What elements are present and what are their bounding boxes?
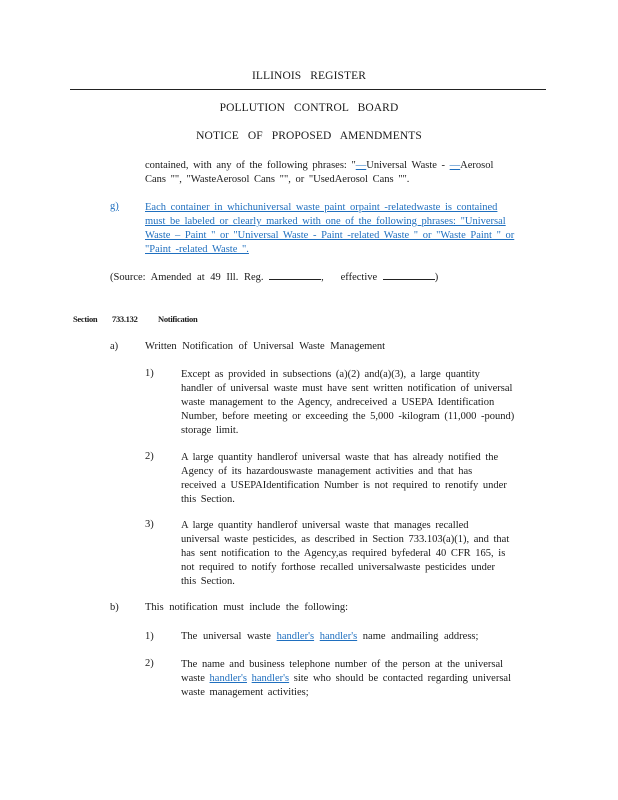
continued-paragraph: [145, 159, 525, 187]
continued-line-2: Cans "", "WasteAerosol Cans "", or "UsedAerosol Cans "".: [145, 174, 410, 185]
item-a1-text: Except as provided in subsections (a)(2) and(a)(3), a large quantity handler of universal waste must have sent written notification of universal waste management to the Agency, andreceived a USEPA Identification Number, before meeting or exceeding the 5,000 -kilogram (11,000 -pound) storage limit.: [181, 369, 515, 436]
section-number: 733.132: [112, 314, 138, 324]
item-a1-label: 1): [145, 368, 154, 379]
deleted-handlers: handler's: [276, 631, 315, 642]
inserted-handlers: handler's: [251, 673, 290, 684]
item-b1-text: The universal waste handler's handler's name andmailing address;: [181, 631, 479, 642]
subsection-b-label: b): [110, 602, 119, 613]
item-a3-label: 3): [145, 519, 154, 530]
item-a2-text: A large quantity handlerof universal waste that has already notified the Agency of its hazardouswaste management activities and that has received a USEPAIdentification Number is not required to renotify under this Section.: [181, 452, 507, 505]
subsection-b-heading: This notification must include the following:: [145, 602, 349, 613]
section-title: Notification: [158, 314, 198, 324]
item-a2-label: 2): [145, 451, 154, 462]
header-rule: [70, 89, 546, 90]
register-title: ILLINOIS REGISTER: [251, 70, 367, 82]
subsection-a-label: a): [110, 341, 119, 352]
continued-line-1: contained, with any of the following phrases: "—Universal Waste - —Aerosol: [145, 160, 494, 171]
board-title: POLLUTION CONTROL BOARD: [219, 102, 399, 114]
register-blank: [269, 270, 321, 280]
deleted-handlers: handler's: [209, 673, 248, 684]
subsection-g-text: Each container in whichuniversal waste paint orpaint -relatedwaste is contained must be labeled or clearly marked with one of the following phrases: "Universal Waste – Paint " or "Universal Waste - Paint -related Waste " or "Waste Paint " or "Paint -related Waste ".: [145, 202, 515, 255]
notice-title: NOTICE OF PROPOSED AMENDMENTS: [196, 130, 422, 142]
item-b2-label: 2): [145, 658, 154, 669]
source-note: (Source: Amended at 49 Ill. Reg. , effective ): [110, 272, 439, 283]
item-a3-text: A large quantity handlerof universal waste that manages recalled universal waste pesticides, as described in Section 733.103(a)(1), and that has sent notification to the Agency,as required byfederal 40 CFR 165, is not required to notify forthose recalled universalwaste pesticides under this Section.: [181, 520, 510, 587]
effective-blank: [383, 270, 435, 280]
item-b2-text: The name and business telephone number of the person at the universal waste handler's handler's site who should be contacted regarding universal waste management activities;: [181, 659, 512, 698]
subsection-a-heading: Written Notification of Universal Waste Management: [145, 341, 386, 352]
inserted-handlers: handler's: [319, 631, 358, 642]
subsection-g-label: g): [110, 201, 119, 212]
section-word: Section: [73, 314, 98, 324]
item-b1-label: 1): [145, 631, 154, 642]
